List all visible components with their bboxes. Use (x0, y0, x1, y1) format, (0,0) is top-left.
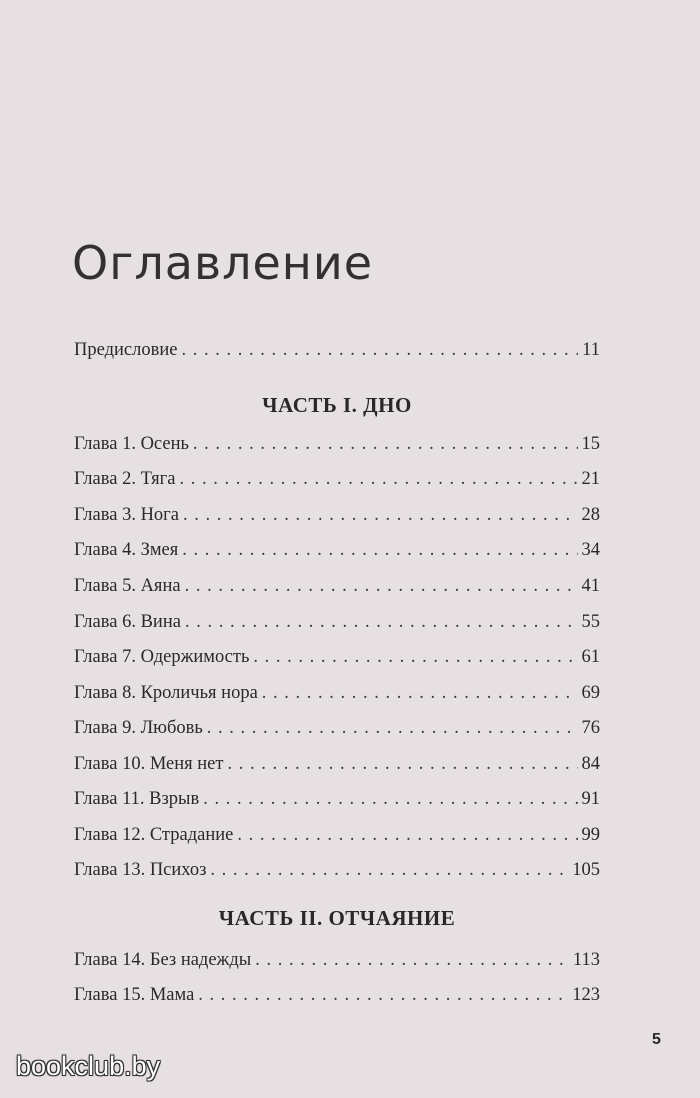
toc-entry (74, 647, 600, 677)
page-number: 5 (652, 1031, 661, 1048)
toc-entry-page: 21 (581, 469, 600, 489)
toc-entry-title: Глава 12. Страдание (74, 825, 234, 845)
toc-entry-title: Предисловие (74, 340, 178, 360)
toc-entry-page: 84 (581, 754, 600, 774)
dot-leader (237, 825, 577, 846)
dot-leader (207, 718, 578, 739)
toc-entry-title: Глава 10. Меня нет (74, 754, 224, 774)
toc-entry-page: 105 (572, 860, 600, 880)
watermark-text: bookclub.by (16, 1051, 161, 1081)
toc-entry (74, 950, 600, 980)
dot-leader (179, 469, 577, 490)
toc-entry-page: 69 (581, 683, 600, 703)
dot-leader (203, 789, 577, 810)
toc-entry-page: 15 (581, 434, 600, 454)
toc-entry-page: 113 (572, 950, 600, 970)
dot-leader (193, 434, 578, 455)
toc-entry (74, 718, 600, 748)
toc-entry-page: 91 (581, 789, 600, 809)
toc-entry (74, 825, 600, 855)
toc-entry (74, 576, 600, 606)
dot-leader (210, 860, 568, 881)
toc-entry-title: Глава 3. Нога (74, 505, 179, 525)
dot-leader (253, 647, 577, 668)
toc-entry (74, 469, 600, 499)
toc-entry-title: Глава 15. Мама (74, 985, 195, 1005)
toc-entry (74, 860, 600, 890)
toc-entry-page: 76 (581, 718, 600, 738)
dot-leader (183, 505, 578, 526)
toc-entry-page: 28 (581, 505, 600, 525)
dot-leader (181, 340, 578, 361)
page-title: Оглавление (72, 236, 374, 290)
toc-entry-title: Глава 4. Змея (74, 540, 179, 560)
toc-entry-title: Глава 1. Осень (74, 434, 189, 454)
toc-entry-page: 55 (581, 612, 600, 632)
toc-entry (74, 540, 600, 570)
part-heading: ЧАСТЬ I. ДНО (262, 393, 412, 417)
toc-entry-title: Глава 8. Кроличья нора (74, 683, 258, 703)
dot-leader (198, 985, 568, 1006)
toc-entry-title: Глава 13. Психоз (74, 860, 207, 880)
toc-entry-title: Глава 5. Аяна (74, 576, 181, 596)
toc-entry-title: Глава 6. Вина (74, 612, 181, 632)
toc-entry-page: 11 (582, 340, 600, 360)
toc-entry (74, 754, 600, 784)
toc-entry (74, 789, 600, 819)
toc-entry-title: Глава 2. Тяга (74, 469, 176, 489)
toc-entry (74, 612, 600, 642)
dot-leader (185, 576, 578, 597)
toc-entry-title: Глава 14. Без надежды (74, 950, 252, 970)
toc-entry-preface (74, 340, 600, 370)
dot-leader (185, 612, 578, 633)
toc-entry-page: 123 (572, 985, 600, 1005)
toc-entry-title: Глава 11. Взрыв (74, 789, 200, 809)
toc-entry-page: 99 (581, 825, 600, 845)
toc-entry-title: Глава 7. Одержимость (74, 647, 250, 667)
part-heading: ЧАСТЬ II. ОТЧАЯНИЕ (218, 906, 456, 930)
dot-leader (262, 683, 578, 704)
dot-leader (227, 754, 577, 775)
toc-entry (74, 985, 600, 1015)
toc-entry-title: Глава 9. Любовь (74, 718, 203, 738)
toc-entry-page: 61 (581, 647, 600, 667)
dot-leader (182, 540, 577, 561)
toc-entry-page: 34 (581, 540, 600, 560)
dot-leader (255, 950, 569, 971)
toc-entry (74, 683, 600, 713)
toc-entry (74, 505, 600, 535)
toc-entry-page: 41 (581, 576, 600, 596)
toc-entry (74, 434, 600, 464)
